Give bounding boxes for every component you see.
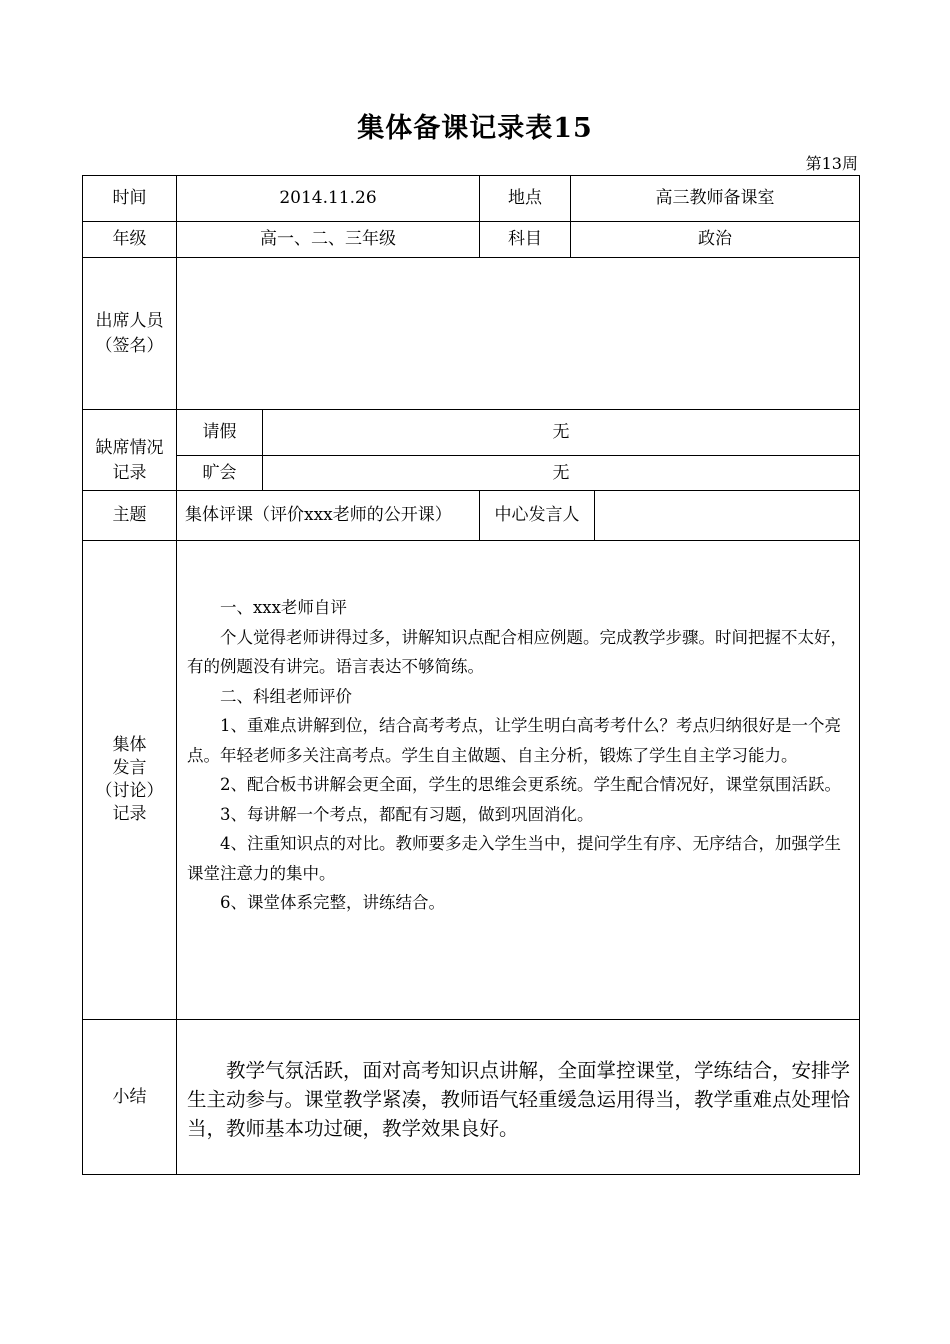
- week-number: 第13周: [805, 154, 858, 173]
- discussion-paragraph: 3、每讲解一个考点，都配有习题，做到巩固消化。: [220, 804, 594, 824]
- summary-box: [176, 1019, 860, 1175]
- discussion-paragraph: 二、科组老师评价: [220, 686, 352, 706]
- place-value: 高三教师备课室: [570, 175, 860, 222]
- subject-value: 政治: [570, 221, 860, 258]
- place-label: 地点: [479, 175, 571, 222]
- speaker-label: 中心发言人: [479, 490, 595, 541]
- attendees-label: [82, 257, 177, 410]
- summary-label: 小结: [82, 1019, 177, 1175]
- discussion-label-line1: 集体: [112, 735, 147, 756]
- discussion-label-line4: 记录: [112, 803, 147, 824]
- discussion-paragraph: 个人觉得老师讲得过多，讲解知识点配合相应例题。完成教学步骤。时间把握不太好，有的例题没有讲完。语言表达不够简练。: [187, 627, 847, 676]
- discussion-paragraph: 2、配合板书讲解会更全面，学生的思维会更系统。学生配合情况好，课堂氛围活跃。: [220, 775, 841, 794]
- discussion-paragraph: 一、xxx老师自评: [220, 598, 347, 617]
- discussion-paragraph: 1、重难点讲解到位，结合高考考点，让学生明白高考考什么？考点归纳很好是一个亮点。年轻老师多关注高考点。学生自主做题、自主分析，锻炼了学生自主学习能力。: [187, 716, 841, 765]
- absence-label-line2: 记录: [112, 463, 147, 483]
- attendees-label-line1: 出席人员: [95, 310, 164, 331]
- discussion-paragraph: 6、课堂体系完整，讲练结合。: [220, 893, 445, 912]
- truancy-value: 无: [262, 455, 860, 491]
- leave-label: 请假: [176, 409, 263, 456]
- discussion-label: [82, 540, 177, 1020]
- time-label: 时间: [82, 175, 177, 222]
- topic-label: 主题: [82, 490, 177, 541]
- discussion-label-line3: （讨论）: [95, 781, 164, 801]
- leave-value: 无: [262, 409, 860, 456]
- time-value: 2014.11.26: [176, 175, 480, 222]
- discussion-record: [176, 540, 860, 1020]
- summary-text: 教学气氛活跃，面对高考知识点讲解，全面掌控课堂，学练结合，安排学生主动参与。课堂教学紧凑，教师语气轻重缓急运用得当，教学重难点处理恰当，教师基本功过硬，教学效果良好。: [187, 1059, 851, 1140]
- grade-value: 高一、二、三年级: [176, 221, 480, 258]
- grade-label: 年级: [82, 221, 177, 258]
- page-title: 集体备课记录表15: [357, 113, 593, 144]
- topic-value: 集体评课（评价xxx老师的公开课）: [176, 490, 480, 541]
- subject-label: 科目: [479, 221, 571, 258]
- attendees-signature-area: [176, 257, 860, 410]
- discussion-paragraph: 4、注重知识点的对比。教师要多走入学生当中，提问学生有序、无序结合，加强学生课堂注意力的集中。: [187, 834, 841, 883]
- discussion-label-line2: 发言: [112, 758, 147, 779]
- truancy-label: 旷会: [176, 455, 263, 491]
- speaker-value: [594, 490, 860, 541]
- absence-label-line1: 缺席情况: [95, 438, 164, 459]
- absence-label: [82, 409, 177, 491]
- attendees-label-line2: （签名）: [95, 335, 164, 356]
